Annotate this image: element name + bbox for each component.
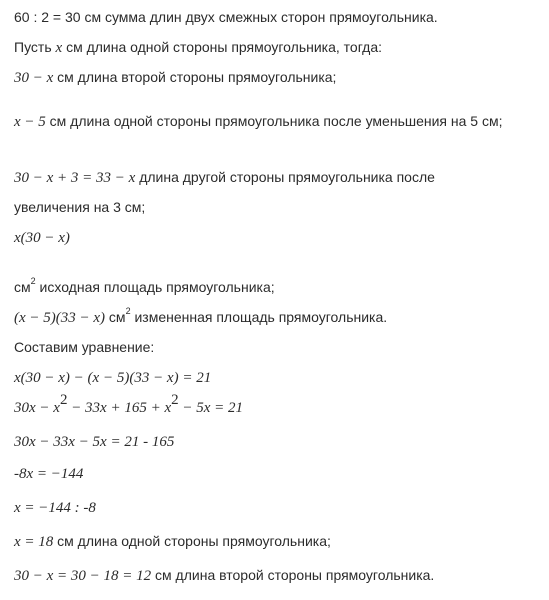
line-equation bbox=[14, 368, 539, 387]
changed-area-description: измененная площадь прямоугольника. bbox=[130, 309, 388, 325]
line-division bbox=[14, 498, 539, 517]
decreased-side-description: см длина одной стороны прямоугольника после уменьшения на 5 см; bbox=[45, 113, 503, 129]
first-side-answer-description: см длина одной стороны прямоугольника; bbox=[53, 533, 331, 549]
variable-x: x bbox=[55, 40, 63, 56]
let-text: Пусть bbox=[14, 39, 56, 55]
line-sum-of-sides bbox=[14, 8, 539, 26]
expanded-equation-exponent-1: 2 bbox=[59, 392, 68, 409]
line-answer-second-side bbox=[14, 566, 539, 585]
line-decreased-side bbox=[14, 106, 539, 137]
second-side-expression: 30 − x bbox=[14, 70, 54, 86]
division-equation: x = −144 : -8 bbox=[14, 500, 96, 516]
changed-area-unit: см bbox=[105, 309, 126, 325]
line-second-side bbox=[14, 68, 539, 87]
second-side-description: см длина второй стороны прямоугольника; bbox=[53, 69, 337, 85]
line-increase-by-3 bbox=[14, 198, 539, 216]
original-area-expression: x(30 − x) bbox=[14, 230, 70, 246]
line-simplified bbox=[14, 464, 539, 483]
line-changed-area bbox=[14, 308, 539, 327]
line-expanded-equation bbox=[14, 392, 539, 417]
line-answer-first-side bbox=[14, 532, 539, 551]
make-equation-text: Составим уравнение: bbox=[14, 339, 155, 355]
decreased-side-expression: x − 5 bbox=[14, 114, 46, 130]
equation: x(30 − x) − (x − 5)(33 − x) = 21 bbox=[14, 370, 212, 386]
expanded-equation-exponent-2: 2 bbox=[171, 392, 179, 409]
line-original-area bbox=[14, 278, 539, 296]
line-original-area-expression bbox=[14, 228, 539, 247]
expanded-equation-part-2: − 33x + 165 + x bbox=[67, 400, 172, 416]
changed-area-unit-exponent: 2 bbox=[125, 306, 131, 317]
first-side-answer: x = 18 bbox=[14, 534, 54, 550]
second-side-answer-description: см длина второй стороны прямоугольника. bbox=[151, 567, 435, 583]
area-unit-exponent: 2 bbox=[30, 276, 36, 287]
changed-area-expression: (x − 5)(33 − x) bbox=[14, 310, 106, 326]
line-let-x bbox=[14, 38, 539, 57]
collected-terms-equation: 30x − 33x − 5x = 21 - 165 bbox=[14, 434, 175, 450]
original-area-description: исходная площадь прямоугольника; bbox=[35, 279, 275, 295]
expanded-equation-part-3: − 5x = 21 bbox=[178, 400, 244, 416]
second-side-answer: 30 − x = 30 − 18 = 12 bbox=[14, 568, 152, 584]
line-increased-side bbox=[14, 168, 539, 187]
sum-of-sides-text: 60 : 2 = 30 см сумма длин двух смежных сторон прямоугольника. bbox=[14, 9, 438, 25]
area-unit: см bbox=[14, 279, 31, 295]
line-collected-terms bbox=[14, 432, 539, 451]
increased-side-expression: 30 − x + 3 = 33 − x bbox=[14, 170, 136, 186]
increase-by-3-text: увеличения на 3 см; bbox=[14, 199, 146, 215]
let-description: см длина одной стороны прямоугольника, тогда: bbox=[62, 39, 383, 55]
simplified-equation: -8x = −144 bbox=[14, 466, 84, 482]
expanded-equation-part-1: 30x − x bbox=[14, 400, 60, 416]
line-make-equation bbox=[14, 338, 539, 356]
increased-side-description: длина другой стороны прямоугольника после bbox=[135, 169, 435, 185]
